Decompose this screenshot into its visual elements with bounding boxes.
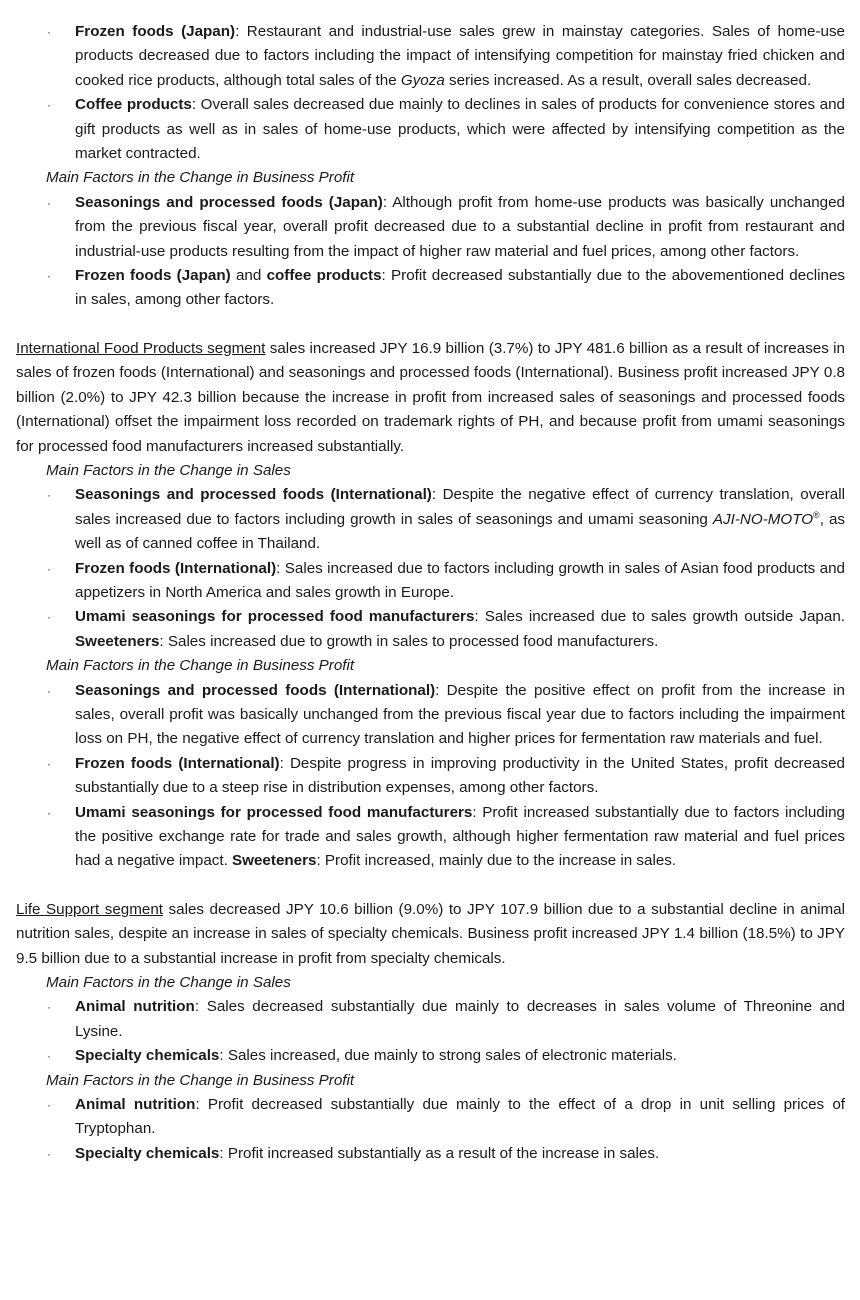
list-item-frozen-coffee-profit: · Frozen foods (Japan) and coffee products: Profit decreased substantially due to the abovementioned declines in sales, among other factors. xyxy=(16,264,845,313)
subheading-international-sales: Main Factors in the Change in Sales xyxy=(46,461,291,479)
bullet: · xyxy=(47,805,51,820)
list-item-intl-umami-profit: · Umami seasonings for processed food manufacturers: Profit increased substantially due to factors including the positive exchange rate for trade and sales growth, although higher fermentation raw material and fuel prices had a negative impact. Sweeteners: Profit increased, mainly due to the increase in sales. xyxy=(16,801,845,874)
subheading-japan-profit: Main Factors in the Change in Business Profit xyxy=(46,169,355,187)
list-item-animal-sales: · Animal nutrition: Sales decreased substantially due mainly to decreases in sales volume of Threonine and Lysine. xyxy=(16,995,845,1044)
list-item-specialty-profit: · Specialty chemicals: Profit increased substantially as a result of the increase in sales. xyxy=(16,1142,845,1166)
subheading-life-profit: Main Factors in the Change in Business Profit xyxy=(46,1071,355,1089)
bullet: · xyxy=(47,1049,51,1064)
list-item-frozen-japan: · Frozen foods (Japan): Restaurant and industrial-use sales grew in mainstay categories. Sales of home-use products decreased due to factors including the impact of intensifying competition for mainstay fried chicken and cooked rice products, although total sales of the Gyoza series increased. As a result, overall sales decreased. xyxy=(16,20,845,93)
bullet: · xyxy=(47,1098,51,1113)
paragraph-international: International Food Products segment sales increased JPY 16.9 billion (3.7%) to JPY 481.6 billion as a result of increases in sales of frozen foods (International) and seasonings and processed foods (International). Business profit increased JPY 0.8 billion (2.0%) to JPY 42.3 billion because the increase in profit from increased sales of seasonings and processed foods (International) offset the impairment loss recorded on trademark rights of PH, and because profit from umami seasonings for processed food manufacturers increased substantially. xyxy=(16,339,845,455)
list-item-animal-profit: · Animal nutrition: Profit decreased substantially due mainly to the effect of a drop in unit selling prices of Tryptophan. xyxy=(16,1093,845,1142)
bullet: · xyxy=(47,610,51,625)
segment-link-life-support: Life Support segment xyxy=(16,900,163,918)
bullet: · xyxy=(47,756,51,771)
bullet: · xyxy=(47,561,51,576)
list-item-specialty-sales: · Specialty chemicals: Sales increased, due mainly to strong sales of electronic materials. xyxy=(16,1044,845,1068)
list-item-seasonings-japan-profit: · Seasonings and processed foods (Japan): Although profit from home-use products was basically unchanged from the previous fiscal year, overall profit decreased due to a substantial decline in profit from restaurant and industrial-use products resulting from the impact of higher raw material and fuel prices, among other factors. xyxy=(16,191,845,264)
subheading-life-sales: Main Factors in the Change in Sales xyxy=(46,974,291,992)
paragraph-life-support: Life Support segment sales decreased JPY 10.6 billion (9.0%) to JPY 107.9 billion due to a substantial decline in animal nutrition sales, despite an increase in sales of specialty chemicals. Business profit increased JPY 1.4 billion (18.5%) to JPY 9.5 billion due to a substantial increase in profit from specialty chemicals. xyxy=(16,900,845,967)
subheading-international-profit: Main Factors in the Change in Business Profit xyxy=(46,657,355,675)
list-item-intl-frozen-sales: · Frozen foods (International): Sales increased due to factors including growth in sales of Asian food products and appetizers in North America and sales growth in Europe. xyxy=(16,557,845,606)
bullet: · xyxy=(47,269,51,284)
list-item-intl-seasonings-sales: · Seasonings and processed foods (International): Despite the negative effect of currency translation, overall sales increased due to factors including growth in sales of seasonings and umami seasoning AJI-NO-MOTO®, as well as of canned coffee in Thailand. xyxy=(16,483,845,556)
bullet: · xyxy=(47,488,51,503)
bullet: · xyxy=(47,25,51,39)
list-item-intl-umami-sales: · Umami seasonings for processed food manufacturers: Sales increased due to sales growth outside Japan. Sweeteners: Sales increased due to growth in sales to processed food manufacturers. xyxy=(16,605,845,654)
bullet: · xyxy=(47,195,51,210)
list-item-intl-frozen-profit: · Frozen foods (International): Despite progress in improving productivity in the United States, profit decreased substantially due to a steep rise in distribution expenses, among other factors. xyxy=(16,752,845,801)
bullet: · xyxy=(47,98,51,113)
bullet: · xyxy=(47,1146,51,1161)
segment-link-international: International Food Products segment xyxy=(16,339,266,357)
bullet: · xyxy=(47,683,51,698)
bullet: · xyxy=(47,1000,51,1015)
list-item-intl-seasonings-profit: · Seasonings and processed foods (International): Despite the positive effect on profit from the increase in sales, overall profit was basically unchanged from the previous fiscal year due to factors including the impairment loss on PH, the negative effect of currency translation and higher prices for fermentation raw materials and fuel. xyxy=(16,679,845,752)
list-item-coffee: · Coffee products: Overall sales decreased due mainly to declines in sales of products for convenience stores and gift products as well as in sales of home-use products, which were affected by intensifying competition as the market contracted. xyxy=(16,93,845,166)
